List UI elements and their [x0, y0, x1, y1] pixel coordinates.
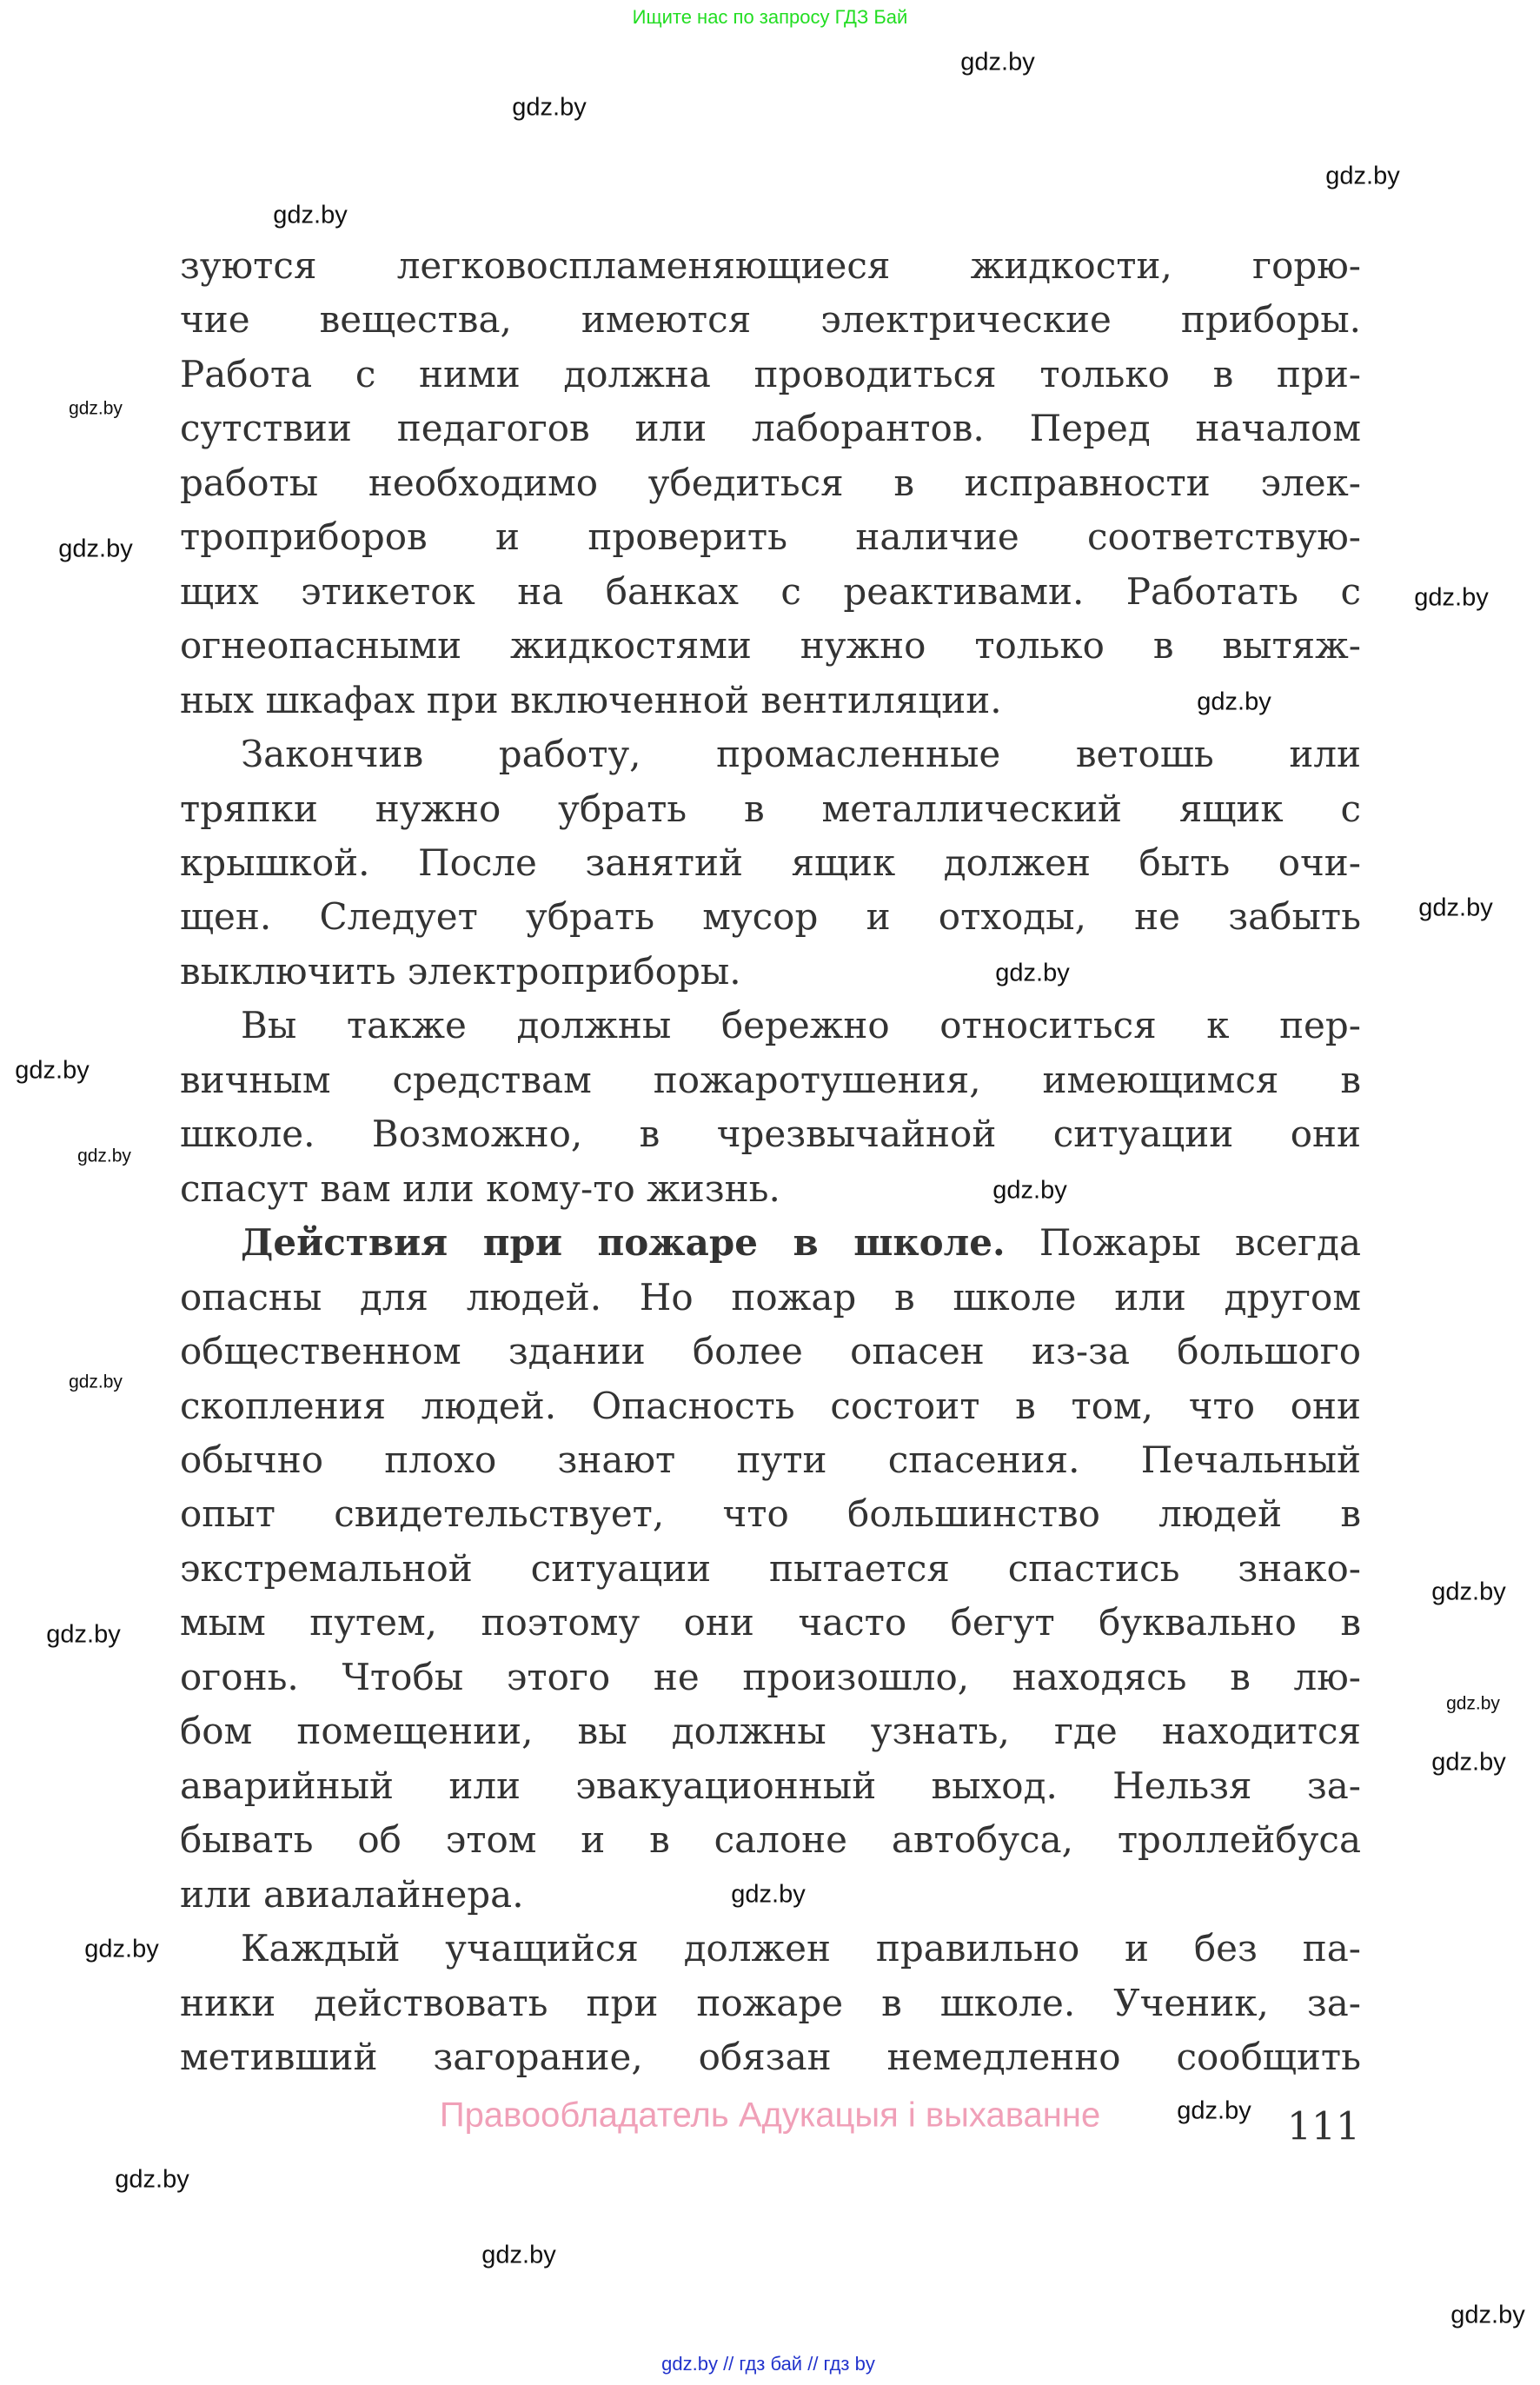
- text-line: Работа с ними должна проводиться только в при-: [180, 352, 1361, 395]
- body-text: [180, 239, 1361, 2084]
- text-line: зуются легковоспламеняющиеся жидкости, горю-: [180, 244, 1361, 287]
- watermark: gdz.by: [1431, 1578, 1506, 1606]
- watermark: gdz.by: [1450, 2301, 1525, 2329]
- watermark: gdz.by: [1197, 688, 1271, 716]
- text-line: крышкой. После занятий ящик должен быть очи-: [180, 840, 1361, 884]
- watermark: gdz.by: [69, 1372, 123, 1392]
- watermark: gdz.by: [46, 1620, 121, 1649]
- text-line: тряпки нужно убрать в металлический ящик с: [180, 787, 1361, 830]
- page-number: 111: [1287, 2104, 1360, 2149]
- watermark: gdz.by: [1325, 162, 1400, 190]
- text-line: школе. Возможно, в чрезвычайной ситуации они: [180, 1113, 1361, 1156]
- text-line: вичным средствам пожаротушения, имеющимся в: [180, 1058, 1361, 1101]
- text-line: щих этикеток на банках с реактивами. Работать с: [180, 569, 1361, 613]
- text-line: опыт свидетельствует, что большинство людей в: [180, 1492, 1361, 1536]
- copyright-notice: Правообладатель Адукацыя і выхаванне: [439, 2096, 1101, 2135]
- text-line: метивший загорание, обязан немедленно сообщить: [180, 2035, 1361, 2078]
- text-line: щен. Следует убрать мусор и отходы, не забыть: [180, 895, 1361, 939]
- watermark: gdz.by: [995, 959, 1070, 987]
- text-line: [180, 1216, 1361, 1270]
- section-heading: Действия при пожаре в школе.: [241, 1221, 1006, 1265]
- watermark: gdz.by: [115, 2165, 189, 2194]
- text-line: троприборов и проверить наличие соответствую-: [180, 515, 1361, 559]
- text-line: скопления людей. Опасность состоит в том, что они: [180, 1384, 1361, 1427]
- text-line: сутствии педагогов или лаборантов. Перед началом: [180, 407, 1361, 450]
- watermark: gdz.by: [1414, 583, 1489, 612]
- text-line: опасны для людей. Но пожар в школе или другом: [180, 1275, 1361, 1319]
- text-line: или авиалайнера.: [180, 1872, 524, 1916]
- text-line: ники действовать при пожаре в школе. Ученик, за-: [180, 1981, 1361, 2024]
- header-banner[interactable]: Ищите нас по запросу ГДЗ Бай: [632, 6, 908, 28]
- text-line: обычно плохо знают пути спасения. Печальный: [180, 1438, 1361, 1481]
- text-line: ных шкафах при включенной вентиляции.: [180, 678, 1002, 721]
- text-line: общественном здании более опасен из-за большого: [180, 1330, 1361, 1373]
- watermark: gdz.by: [273, 201, 348, 229]
- watermark: gdz.by: [84, 1935, 159, 1963]
- footer-links[interactable]: gdz.by // гдз бай // гдз by: [661, 2353, 875, 2375]
- watermark: gdz.by: [15, 1056, 90, 1085]
- text-line: чие вещества, имеются электрические приборы.: [180, 298, 1361, 342]
- watermark: gdz.by: [77, 1146, 131, 1166]
- text-line-rest: Пожары всегда: [1005, 1221, 1361, 1265]
- text-line: огонь. Чтобы этого не произошло, находясь в лю-: [180, 1655, 1361, 1698]
- text-line: Вы также должны бережно относиться к пер-: [241, 1004, 1361, 1047]
- watermark: gdz.by: [992, 1176, 1067, 1205]
- text-line: выключить электроприборы.: [180, 949, 741, 993]
- text-line: Каждый учащийся должен правильно и без па-: [241, 1927, 1361, 1970]
- text-line: работы необходимо убедиться в исправности элек-: [180, 461, 1361, 504]
- text-line: мым путем, поэтому они часто бегут буквально в: [180, 1601, 1361, 1644]
- watermark: gdz.by: [58, 535, 133, 563]
- watermark: gdz.by: [481, 2241, 556, 2269]
- watermark: gdz.by: [1177, 2096, 1251, 2125]
- watermark: gdz.by: [1446, 1693, 1500, 1714]
- text-line: экстремальной ситуации пытается спастись знако-: [180, 1546, 1361, 1590]
- watermark: gdz.by: [1431, 1748, 1506, 1777]
- text-line: Закончив работу, промасленные ветошь или: [241, 733, 1361, 776]
- watermark: gdz.by: [69, 398, 123, 419]
- watermark: gdz.by: [1418, 894, 1493, 922]
- text-line: огнеопасными жидкостями нужно только в вытяж-: [180, 624, 1361, 668]
- text-line: бывать об этом и в салоне автобуса, троллейбуса: [180, 1818, 1361, 1862]
- text-line: спасут вам или кому-то жизнь.: [180, 1166, 780, 1210]
- text-line: аварийный или эвакуационный выход. Нельзя за-: [180, 1764, 1361, 1807]
- text-line: бом помещении, вы должны узнать, где находится: [180, 1710, 1361, 1753]
- watermark: gdz.by: [960, 48, 1035, 76]
- watermark: gdz.by: [512, 93, 587, 122]
- watermark: gdz.by: [731, 1880, 806, 1909]
